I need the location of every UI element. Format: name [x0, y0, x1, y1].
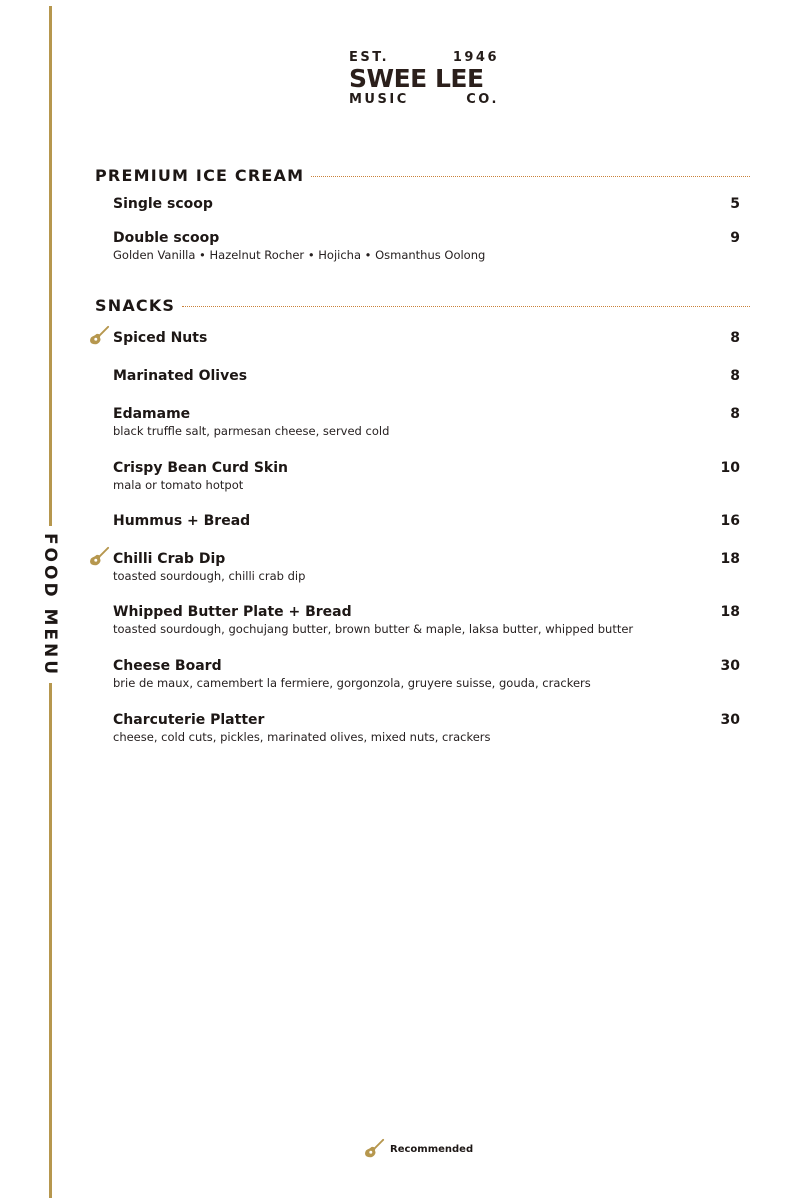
item-desc: black truffle salt, parmesan cheese, served cold [113, 424, 390, 438]
logo-co: CO. [466, 92, 499, 107]
item-desc: toasted sourdough, gochujang butter, brown butter & maple, laksa butter, whipped butter [113, 622, 634, 636]
guitar-icon [88, 546, 110, 568]
section-header-ice-cream [95, 166, 750, 185]
dotted-leader [311, 176, 750, 177]
item-price: 8 [730, 330, 740, 346]
item-name: Hummus + Bread [113, 513, 251, 529]
guitar-icon [363, 1138, 385, 1160]
item-name: Chilli Crab Dip [113, 551, 226, 567]
menu-item-spiced-nuts [113, 329, 740, 347]
item-price: 16 [720, 513, 740, 529]
logo-est: EST. [349, 50, 390, 65]
item-name: Edamame [113, 406, 191, 422]
menu-item-whipped-butter-plate [113, 603, 740, 636]
item-price: 8 [730, 406, 740, 422]
item-price: 9 [730, 230, 740, 246]
logo-name: SWEE LEE [349, 64, 484, 93]
item-price: 30 [720, 658, 740, 674]
menu-item-charcuterie-platter [113, 711, 740, 744]
side-label [34, 532, 66, 677]
item-desc: brie de maux, camembert la fermiere, gorgonzola, gruyere suisse, gouda, crackers [113, 676, 591, 690]
section-header-snacks [95, 296, 750, 315]
menu-item-edamame [113, 405, 740, 438]
menu-item-cheese-board [113, 657, 740, 690]
item-desc: Golden Vanilla • Hazelnut Rocher • Hojicha • Osmanthus Oolong [113, 248, 486, 262]
side-label-text: FOOD MENU [40, 532, 61, 677]
item-name: Whipped Butter Plate + Bread [113, 604, 352, 620]
item-desc: toasted sourdough, chilli crab dip [113, 569, 306, 583]
item-desc: mala or tomato hotpot [113, 478, 244, 492]
logo-year: 1946 [452, 50, 499, 65]
menu-item-hummus-bread [113, 512, 740, 530]
item-name: Double scoop [113, 230, 220, 246]
logo-music: MUSIC [349, 92, 409, 107]
menu-item-single-scoop [113, 195, 740, 213]
guitar-icon [88, 325, 110, 347]
dotted-leader [182, 306, 750, 307]
item-price: 5 [730, 196, 740, 212]
item-price: 8 [730, 368, 740, 384]
side-rule-bottom [49, 683, 52, 1198]
logo [349, 50, 499, 118]
item-price: 30 [720, 712, 740, 728]
item-name: Spiced Nuts [113, 330, 208, 346]
item-price: 18 [720, 551, 740, 567]
menu-item-double-scoop [113, 229, 740, 262]
logo-top-row [349, 50, 499, 65]
section-title: SNACKS [95, 296, 176, 315]
side-rule-top [49, 6, 52, 526]
legend [363, 1138, 473, 1160]
menu-item-chilli-crab-dip [113, 550, 740, 583]
legend-label: Recommended [390, 1143, 474, 1155]
menu-item-crispy-bean-curd-skin [113, 459, 740, 492]
item-price: 18 [720, 604, 740, 620]
item-name: Charcuterie Platter [113, 712, 265, 728]
item-name: Cheese Board [113, 658, 222, 674]
item-name: Marinated Olives [113, 368, 248, 384]
item-price: 10 [720, 460, 740, 476]
logo-bottom-row [349, 92, 499, 107]
item-desc: cheese, cold cuts, pickles, marinated olives, mixed nuts, crackers [113, 730, 491, 744]
item-name: Crispy Bean Curd Skin [113, 460, 288, 476]
menu-item-marinated-olives [113, 367, 740, 385]
item-name: Single scoop [113, 196, 213, 212]
section-title: PREMIUM ICE CREAM [95, 166, 305, 185]
